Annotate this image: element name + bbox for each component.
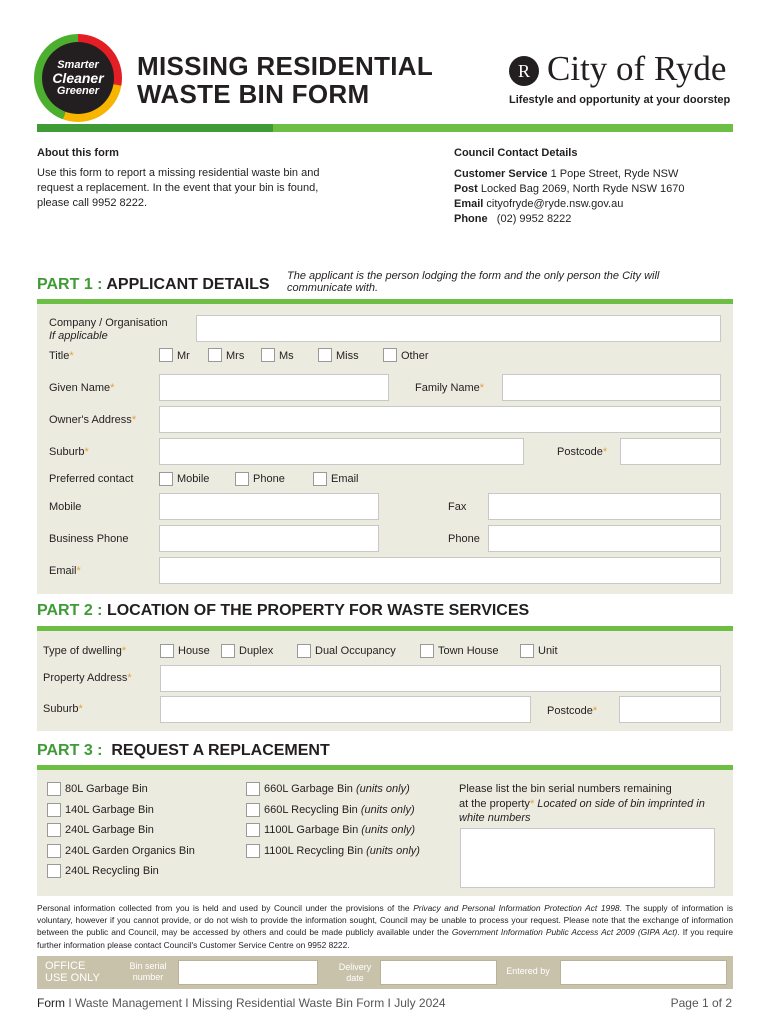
business-phone-label: Business Phone — [49, 533, 129, 545]
given-name-label: Given Name* — [49, 382, 115, 394]
part1-note: The applicant is the person lodging the form and the only person the City will communicate with. — [287, 270, 660, 294]
contact-email-label: Email — [331, 473, 359, 485]
title-miss-checkbox[interactable] — [318, 348, 332, 362]
bin-660l-recycling-label: 660L Recycling Bin (units only) — [264, 804, 415, 816]
title-miss-label: Miss — [336, 350, 359, 362]
email-input[interactable] — [159, 557, 721, 584]
contact-phone: Phone (02) 9952 8222 — [454, 213, 572, 225]
property-suburb-label: Suburb* — [43, 703, 83, 715]
title-mr-label: Mr — [177, 350, 190, 362]
business-phone-input[interactable] — [159, 525, 379, 552]
dwelling-town-house-label: Town House — [438, 645, 499, 657]
contact-heading: Council Contact Details — [454, 147, 578, 159]
bin-240l-recycling-label: 240L Recycling Bin — [65, 865, 159, 877]
logo-text-1: Smarter — [57, 59, 99, 71]
bin-240l-garbage-checkbox[interactable] — [47, 823, 61, 837]
fax-input[interactable] — [488, 493, 721, 520]
bin-660l-recycling-checkbox[interactable] — [246, 803, 260, 817]
logo-text-2: Cleaner — [52, 70, 104, 86]
mobile-label: Mobile — [49, 501, 82, 513]
contact-phone-checkbox[interactable] — [235, 472, 249, 486]
dwelling-house-label: House — [178, 645, 210, 657]
title-line-2: WASTE BIN FORM — [137, 79, 370, 109]
title-line-1: MISSING RESIDENTIAL — [137, 51, 434, 81]
suburb-label: Suburb* — [49, 446, 89, 458]
contact-mobile-checkbox[interactable] — [159, 472, 173, 486]
contact-phone-label: Phone — [253, 473, 285, 485]
title-mrs-checkbox[interactable] — [208, 348, 222, 362]
bin-80l-garbage-checkbox[interactable] — [47, 782, 61, 796]
office-delivery-date-label: Delivery date — [338, 962, 372, 983]
privacy-notice: Personal information collected from you is held and used by Council under the provisions of the Privacy and Personal Information Protection Act 1998. The supply of information is voluntary, however if you cannot provide, or do not wish to provide the information sought, Council may be unable to process your request. Please note that the exchange of information between the public and Council, may be accessed by others and could be made publicly available under the Government Information Public Access Act 2009 (GIPA Act). If you require further information please contact Council's Customer Service Centre on 9952 8222. — [37, 903, 733, 950]
about-text: Use this form to report a missing residential waste bin and request a replacement. In the event that your bin is found, please call 9952 8222. — [37, 167, 320, 209]
office-use-label: OFFICE USE ONLY — [45, 960, 100, 984]
title-mr-checkbox[interactable] — [159, 348, 173, 362]
property-postcode-label: Postcode* — [547, 705, 598, 717]
mobile-input[interactable] — [159, 493, 379, 520]
title-mrs-label: Mrs — [226, 350, 245, 362]
phone-input[interactable] — [488, 525, 721, 552]
dwelling-town-house-checkbox[interactable] — [420, 644, 434, 658]
dwelling-duplex-checkbox[interactable] — [221, 644, 235, 658]
smarter-cleaner-greener-logo — [42, 42, 114, 114]
bin-1100l-garbage-checkbox[interactable] — [246, 823, 260, 837]
office-entered-by-label: Entered by — [506, 966, 550, 976]
logo-text-3: Greener — [56, 85, 100, 97]
page-title — [137, 52, 433, 108]
bin-1100l-garbage-label: 1100L Garbage Bin (units only) — [264, 824, 416, 836]
part2-heading: PART 2 : LOCATION OF THE PROPERTY FOR WASTE SERVICES — [37, 602, 530, 619]
dwelling-unit-label: Unit — [538, 645, 558, 657]
footer-page-number: Page 1 of 2 — [670, 996, 732, 1010]
part1-heading: PART 1 : APPLICANT DETAILS — [37, 276, 270, 293]
property-address-input[interactable] — [160, 665, 721, 692]
suburb-input[interactable] — [159, 438, 524, 465]
owners-address-label: Owner's Address* — [49, 414, 137, 426]
bin-660l-garbage-label: 660L Garbage Bin (units only) — [264, 783, 410, 795]
office-entered-by-input[interactable] — [560, 960, 727, 985]
footer-form-info: Form I Waste Management I Missing Residential Waste Bin Form I July 2024 — [37, 996, 446, 1010]
title-ms-label: Ms — [279, 350, 294, 362]
bin-140l-garbage-checkbox[interactable] — [47, 803, 61, 817]
title-ms-checkbox[interactable] — [261, 348, 275, 362]
contact-customer-service: Customer Service 1 Pope Street, Ryde NSW — [454, 168, 679, 180]
dwelling-house-checkbox[interactable] — [160, 644, 174, 658]
city-of-ryde-logo: City of Ryde — [547, 49, 727, 88]
bin-1100l-recycling-checkbox[interactable] — [246, 844, 260, 858]
email-label: Email* — [49, 565, 81, 577]
phone-label: Phone — [448, 533, 480, 545]
family-name-label: Family Name* — [415, 382, 485, 394]
postcode-input[interactable] — [620, 438, 721, 465]
contact-post: Post Locked Bag 2069, North Ryde NSW 1670 — [454, 183, 685, 195]
bin-140l-garbage-label: 140L Garbage Bin — [65, 804, 154, 816]
company-label: Company / Organisation — [49, 317, 168, 329]
given-name-input[interactable] — [159, 374, 389, 401]
title-label: Title* — [49, 350, 74, 362]
contact-email: Email cityofryde@ryde.nsw.gov.au — [454, 198, 624, 210]
serial-numbers-textarea[interactable] — [460, 828, 715, 888]
fax-label: Fax — [448, 501, 467, 513]
bin-240l-garden-organics-checkbox[interactable] — [47, 844, 61, 858]
bin-660l-garbage-checkbox[interactable] — [246, 782, 260, 796]
bin-240l-garden-organics-label: 240L Garden Organics Bin — [65, 845, 195, 857]
brand-tagline: Lifestyle and opportunity at your doorstep — [509, 94, 731, 106]
bin-80l-garbage-label: 80L Garbage Bin — [65, 783, 148, 795]
title-other-checkbox[interactable] — [383, 348, 397, 362]
family-name-input[interactable] — [502, 374, 721, 401]
postcode-label: Postcode* — [557, 446, 608, 458]
dwelling-label: Type of dwelling* — [43, 645, 127, 657]
contact-email-checkbox[interactable] — [313, 472, 327, 486]
part3-heading: PART 3 : REQUEST A REPLACEMENT — [37, 742, 330, 759]
dwelling-duplex-label: Duplex — [239, 645, 274, 657]
contact-mobile-label: Mobile — [177, 473, 210, 485]
dwelling-dual-occupancy-checkbox[interactable] — [297, 644, 311, 658]
property-address-label: Property Address* — [43, 672, 132, 684]
city-of-ryde-badge-icon: R — [509, 56, 539, 86]
title-other-label: Other — [401, 350, 429, 362]
dwelling-unit-checkbox[interactable] — [520, 644, 534, 658]
dwelling-dual-occupancy-label: Dual Occupancy — [315, 645, 396, 657]
bin-240l-recycling-checkbox[interactable] — [47, 864, 61, 878]
bin-1100l-recycling-label: 1100L Recycling Bin (units only) — [264, 845, 420, 857]
preferred-contact-label: Preferred contact — [49, 473, 134, 485]
serial-numbers-instruction: Please list the bin serial numbers remaining at the property* Located on side of bin imprinted in white numbers — [459, 783, 705, 824]
property-postcode-input[interactable] — [619, 696, 721, 723]
office-bin-serial-label: Bin serial number — [129, 961, 167, 982]
about-heading: About this form — [37, 147, 119, 159]
office-bin-serial-input[interactable] — [178, 960, 318, 985]
header-divider — [37, 124, 733, 132]
company-sublabel: If applicable — [49, 330, 108, 342]
property-suburb-input[interactable] — [160, 696, 531, 723]
bin-240l-garbage-label: 240L Garbage Bin — [65, 824, 154, 836]
owners-address-input[interactable] — [159, 406, 721, 433]
office-delivery-date-input[interactable] — [380, 960, 497, 985]
company-input[interactable] — [196, 315, 721, 342]
